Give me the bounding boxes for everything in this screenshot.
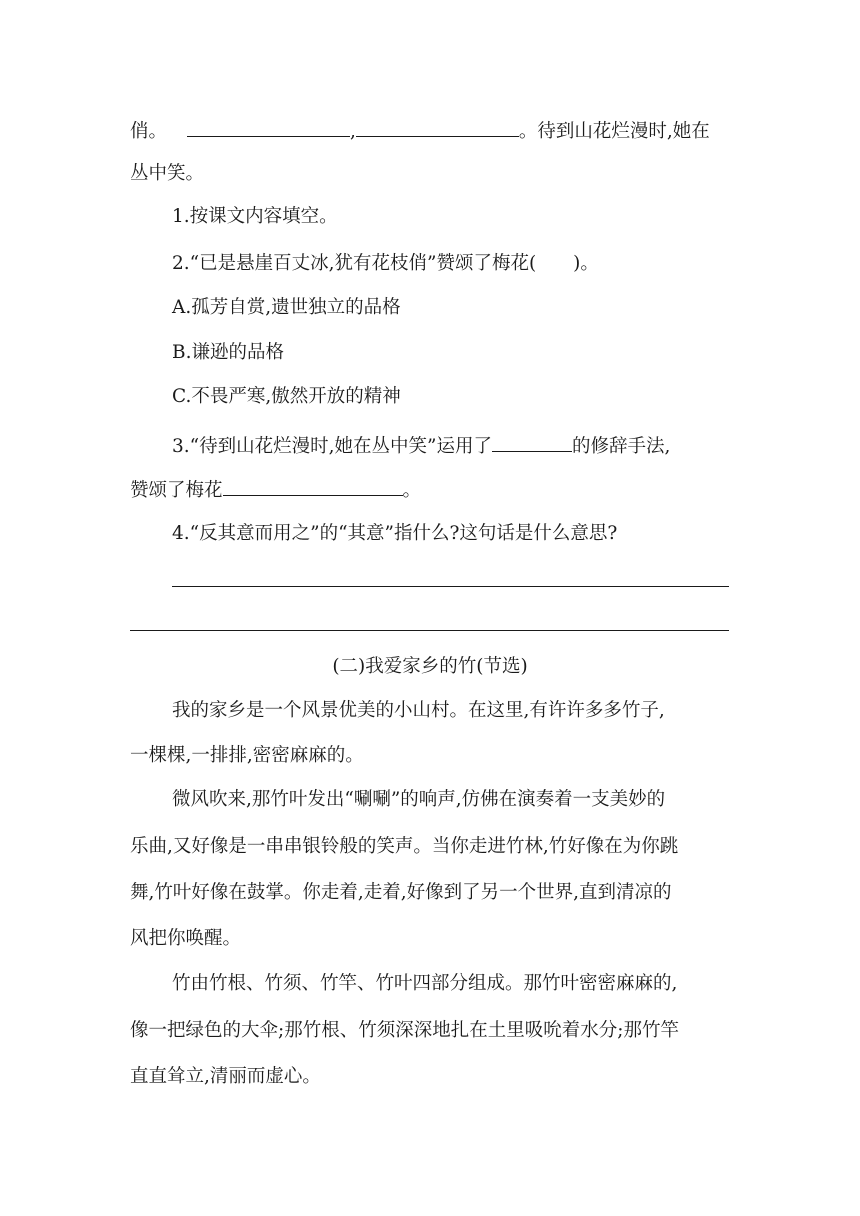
question-4: 4.“反其意而用之”的“其意”指什么?这句话是什么意思? bbox=[172, 523, 618, 544]
poem-blank-1[interactable] bbox=[187, 116, 350, 137]
poem-text-start: 俏。 bbox=[130, 121, 168, 142]
paragraph-2-line: 微风吹来,那竹叶发出“唰唰”的响声,仿佛在演奏着一支美妙的 bbox=[172, 789, 666, 810]
question-3-text-d: 。 bbox=[402, 480, 422, 501]
paragraph-1-line: 我的家乡是一个风景优美的小山村。在这里,有许许多多竹子, bbox=[172, 700, 665, 721]
paragraph-3-line: 直直耸立,清丽而虚心。 bbox=[130, 1066, 321, 1087]
paragraph-1-line: 一棵棵,一排排,密密麻麻的。 bbox=[130, 745, 364, 766]
poem-text-end: 。待到山花烂漫时,她在 bbox=[518, 121, 710, 142]
paragraph-3-line: 竹由竹根、竹须、竹竿、竹叶四部分组成。那竹叶密密麻麻的, bbox=[172, 973, 678, 994]
paragraph-3-line: 像一把绿色的大伞;那竹根、竹须深深地扎在土里吸吮着水分;那竹竿 bbox=[130, 1020, 679, 1041]
question-3-line-2 bbox=[130, 475, 421, 505]
paragraph-2-line: 乐曲,又好像是一串串银铃般的笑声。当你走进竹林,竹好像在为你跳 bbox=[130, 836, 679, 857]
option-c[interactable]: C.不畏严寒,傲然开放的精神 bbox=[172, 386, 401, 407]
question-3-text-c: 赞颂了梅花 bbox=[130, 480, 223, 501]
question-1: 1.按课文内容填空。 bbox=[172, 206, 338, 227]
poem-line-2: 丛中笑。 bbox=[130, 163, 205, 184]
section-divider bbox=[130, 630, 729, 631]
q3-blank-praise[interactable] bbox=[223, 475, 403, 496]
paragraph-2-line: 舞,竹叶好像在鼓掌。你走着,走着,好像到了另一个世界,直到清凉的 bbox=[130, 882, 672, 903]
section-title: (二)我爱家乡的竹(节选) bbox=[332, 656, 528, 677]
question-3-text-b: 的修辞手法, bbox=[571, 436, 671, 457]
option-b[interactable]: B.谦逊的品格 bbox=[172, 342, 284, 363]
poem-line-1 bbox=[130, 116, 710, 146]
question-3-line-1 bbox=[172, 431, 670, 461]
question-2: 2.“已是悬崖百丈冰,犹有花枝俏”赞颂了梅花( )。 bbox=[172, 253, 599, 274]
poem-blank-2[interactable] bbox=[356, 116, 519, 137]
q4-answer-line[interactable] bbox=[172, 586, 729, 587]
paragraph-2-line: 风把你唤醒。 bbox=[130, 928, 242, 949]
option-a[interactable]: A.孤芳自赏,遗世独立的品格 bbox=[172, 297, 401, 318]
poem-comma: , bbox=[350, 121, 356, 142]
question-3-text-a: 3.“待到山花烂漫时,她在丛中笑”运用了 bbox=[172, 436, 492, 457]
q3-blank-rhetoric[interactable] bbox=[492, 431, 572, 452]
